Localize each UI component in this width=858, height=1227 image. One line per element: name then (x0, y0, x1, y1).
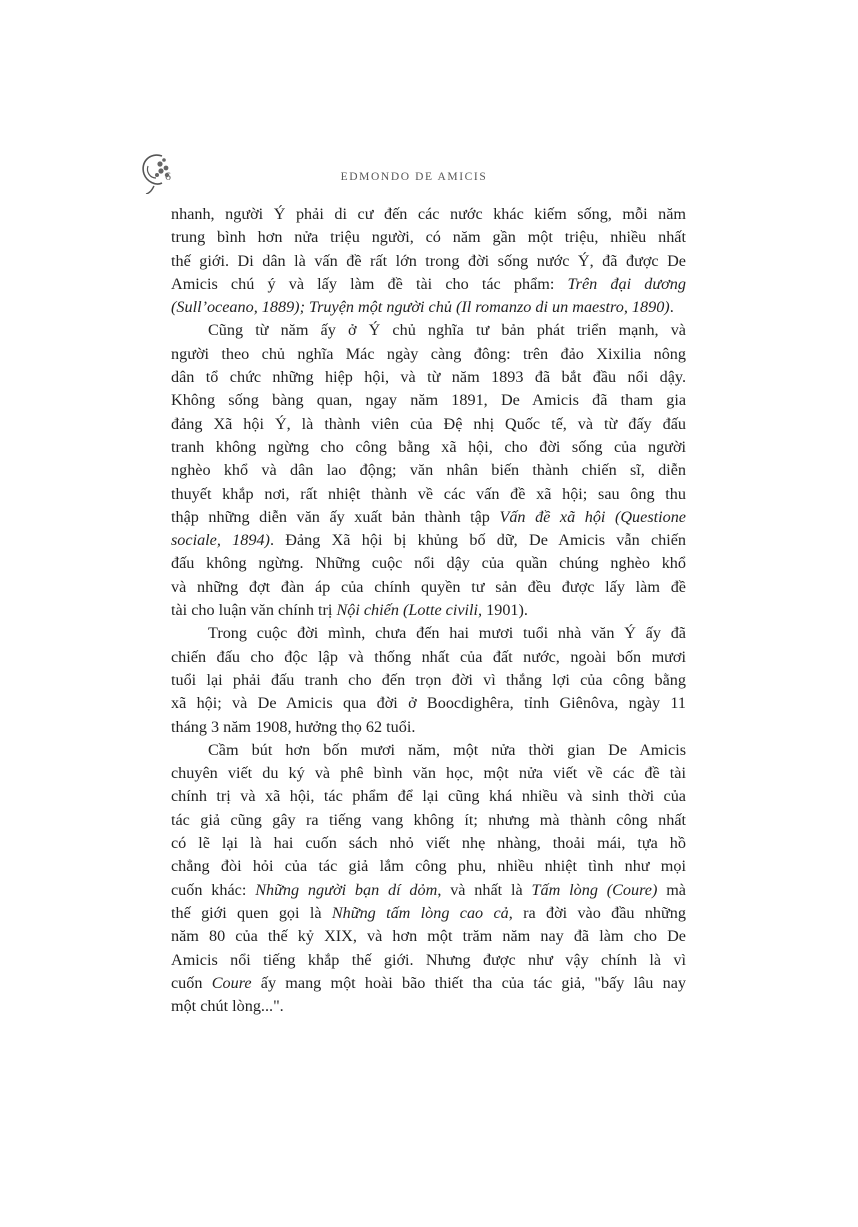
paragraph (171, 622, 686, 738)
text-line: thế giới. Di dân là vấn đề rất lớn trong đời sống nước Ý, đã được De (171, 251, 686, 270)
text-line: đấu không ngừng. Những cuộc nổi dậy của quần chúng nghèo khổ (171, 554, 686, 573)
text-run: tài cho luận văn chính trị (171, 601, 337, 620)
text-line: chẳng đòi hỏi của tác giả lắm công phu, nhiều nhiệt tình như mọi (171, 857, 686, 876)
paragraph (171, 203, 686, 319)
text-line (171, 506, 686, 529)
text-line: một chút lòng...". (171, 997, 284, 1016)
paragraph (171, 319, 686, 622)
text-line: Cũng từ năm ấy ở Ý chủ nghĩa tư bản phát triển mạnh, và (208, 321, 686, 340)
text-run: . Đảng Xã hội bị khủng bố dữ, De Amicis vẫn chiến (269, 531, 687, 550)
text-line (171, 599, 686, 622)
text-run: cuốn khác: (171, 880, 256, 899)
book-title: Trên đại dương (567, 274, 686, 293)
text-run: Amicis chú ý và lấy làm đề tài cho tác phẩm: (171, 274, 568, 293)
text-line: chuyên viết du ký và phê bình văn học, một nửa viết về các đề tài (171, 764, 686, 783)
text-line (171, 296, 686, 319)
text-line: nhanh, người Ý phải di cư đến các nước khác kiếm sống, mỗi năm (171, 205, 686, 223)
text-line (171, 902, 686, 925)
paragraph (171, 739, 686, 1019)
text-line: dân tổ chức những hiệp hội, và từ năm 1893 đã bắt đầu nổi dậy. (171, 368, 686, 387)
book-title: Coure (211, 973, 252, 992)
text-run: thập những diễn văn ấy xuất bản thành tập (171, 507, 500, 526)
text-run: 1901). (482, 601, 528, 620)
text-run: ấy mang một hoài bão thiết tha của tác giả, "bấy lâu nay (251, 973, 687, 992)
text-line (171, 529, 686, 552)
text-line: năm 80 của thế kỷ XIX, và hơn một trăm năm nay đã làm cho De (171, 927, 686, 946)
text-line (171, 972, 686, 995)
text-run: mà (657, 880, 686, 899)
text-line: tháng 3 năm 1908, hưởng thọ 62 tuổi. (171, 717, 416, 736)
book-title: (Sull’oceano, 1889); Truyện một người chủ (Il romanzo di un maestro, 1890) (171, 298, 670, 317)
text-run: , và nhất là (437, 880, 532, 899)
page-number: 6 (165, 169, 171, 183)
book-title: Vấn đề xã hội (Questione (499, 507, 686, 526)
text-line: nghèo khổ và dân lao động; văn nhân biến thành chiến sĩ, diễn (171, 461, 686, 480)
text-run: . (669, 298, 674, 317)
text-line: có lẽ lại là hai cuốn sách nhỏ viết nhẹ nhàng, thoải mái, tựa hồ (171, 834, 686, 853)
text-line: trung bình hơn nửa triệu người, có năm gần một triệu, nhiều nhất (171, 228, 686, 247)
text-line: tuổi lại phải đấu tranh cho đến trọn đời vì thắng lợi của công bằng (171, 670, 686, 689)
text-line (171, 879, 686, 902)
text-run: cuốn (171, 973, 212, 992)
text-line: thuyết khắp nơi, rất nhiệt thành về các vấn đề xã hội; sau ông thu (171, 484, 686, 503)
text-line: tranh không ngừng cho công bằng xã hội, cho đời sống của người (171, 437, 686, 456)
text-run: thế giới quen gọi là (171, 903, 332, 922)
text-line: Cầm bút hơn bốn mươi năm, một nửa thời gian De Amicis (208, 740, 686, 759)
text-line: chiến đấu cho độc lập và thống nhất của đất nước, ngoài bốn mươi (171, 647, 686, 666)
book-title: Những tấm lòng cao cả (331, 903, 509, 922)
text-line: và những đợt đàn áp của chính quyền tư sản đều được lấy làm đề (171, 577, 686, 596)
body-text (171, 203, 686, 1018)
text-line: Amicis nổi tiếng khắp thế giới. Nhưng được như vậy chính là vì (171, 950, 686, 969)
text-line: xã hội; và De Amicis qua đời ở Boocdighêra, tỉnh Giênôva, ngày 11 (171, 694, 686, 713)
text-line: chính trị và xã hội, tác phẩm để lại cũng khá nhiều và sinh thời của (171, 787, 686, 806)
text-run: , ra đời vào đầu những (508, 903, 686, 922)
book-title: Nội chiến (Lotte civili, (336, 601, 483, 620)
text-line: người theo chủ nghĩa Mác ngày càng đông: trên đảo Xixilia nông (171, 344, 686, 363)
text-line: Trong cuộc đời mình, chưa đến hai mươi tuổi nhà văn Ý ấy đã (208, 624, 686, 643)
text-line: tác giả cũng gây ra tiếng vang không ít; nhưng mà thành công nhất (171, 810, 686, 829)
book-title: Tấm lòng (Coure) (531, 880, 658, 899)
running-title: EDMONDO DE AMICIS (340, 171, 488, 183)
book-title: Những người bạn dí dỏm (255, 880, 438, 899)
text-line (171, 273, 686, 296)
text-line: Không sống bàng quan, ngay năm 1891, De Amicis đã tham gia (171, 391, 686, 410)
text-line: đảng Xã hội Ý, là thành viên của Đệ nhị Quốc tế, và từ đấy đấu (171, 414, 686, 433)
book-title: sociale, 1894) (171, 531, 270, 550)
